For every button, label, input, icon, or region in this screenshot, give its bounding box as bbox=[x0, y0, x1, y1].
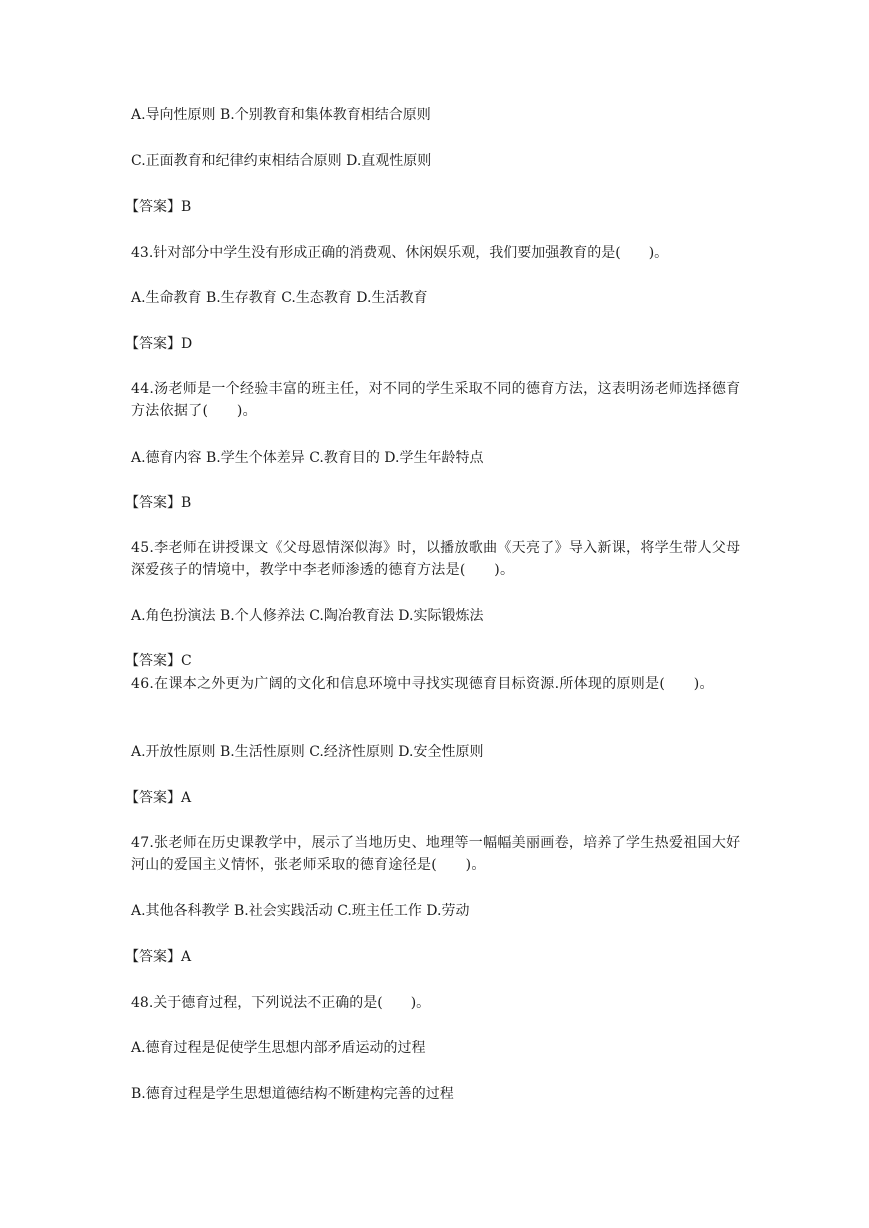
q46-options: A.开放性原则 B.生活性原则 C.经济性原则 D.安全性原则 bbox=[131, 744, 484, 760]
q45-question: 45.李老师在讲授课文《父母恩情深似海》时，以播放歌曲《天亮了》导入新课，将学生带人父母深爱孩子的情境中，教学中李老师渗透的德育方法是( )。 bbox=[131, 540, 741, 578]
q42-options-line-1: A.导向性原则 B.个别教育和集体教育相结合原则 bbox=[131, 107, 431, 123]
q48-question: 48.关于德育过程，下列说法不正确的是( )。 bbox=[131, 995, 431, 1011]
q43-options: A.生命教育 B.生存教育 C.生态教育 D.生活教育 bbox=[131, 290, 428, 306]
q45-options: A.角色扮演法 B.个人修养法 C.陶冶教育法 D.实际锻炼法 bbox=[131, 608, 484, 624]
q43-answer: 【答案】D bbox=[125, 336, 193, 352]
q47-options: A.其他各科教学 B.社会实践活动 C.班主任工作 D.劳动 bbox=[131, 903, 470, 919]
q44-answer: 【答案】B bbox=[125, 495, 192, 511]
q48-option-b: B.德育过程是学生思想道德结构不断建构完善的过程 bbox=[131, 1086, 454, 1102]
q42-options-line-2: C.正面教育和纪律约束相结合原则 D.直观性原则 bbox=[131, 153, 432, 169]
q47-answer: 【答案】A bbox=[125, 949, 192, 965]
q45-answer: 【答案】C bbox=[125, 653, 192, 669]
q43-question: 43.针对部分中学生没有形成正确的消费观、休闲娱乐观，我们要加强教育的是( )。 bbox=[131, 245, 669, 261]
q47-question: 47.张老师在历史课教学中，展示了当地历史、地理等一幅幅美丽画卷，培养了学生热爱祖国大好河山的爱国主义情怀，张老师采取的德育途径是( )。 bbox=[131, 835, 741, 873]
q42-answer: 【答案】B bbox=[125, 199, 192, 215]
q44-options: A.德育内容 B.学生个体差异 C.教育目的 D.学生年龄特点 bbox=[131, 450, 484, 466]
q44-question: 44.汤老师是一个经验丰富的班主任，对不同的学生采取不同的德育方法，这表明汤老师选择德育方法依据了( )。 bbox=[131, 381, 741, 419]
q48-option-a: A.德育过程是促使学生思想内部矛盾运动的过程 bbox=[131, 1040, 426, 1056]
q46-answer: 【答案】A bbox=[125, 790, 192, 806]
q46-question: 46.在课本之外更为广阔的文化和信息环境中寻找实现德育目标资源.所体现的原则是( )。 bbox=[131, 676, 714, 692]
